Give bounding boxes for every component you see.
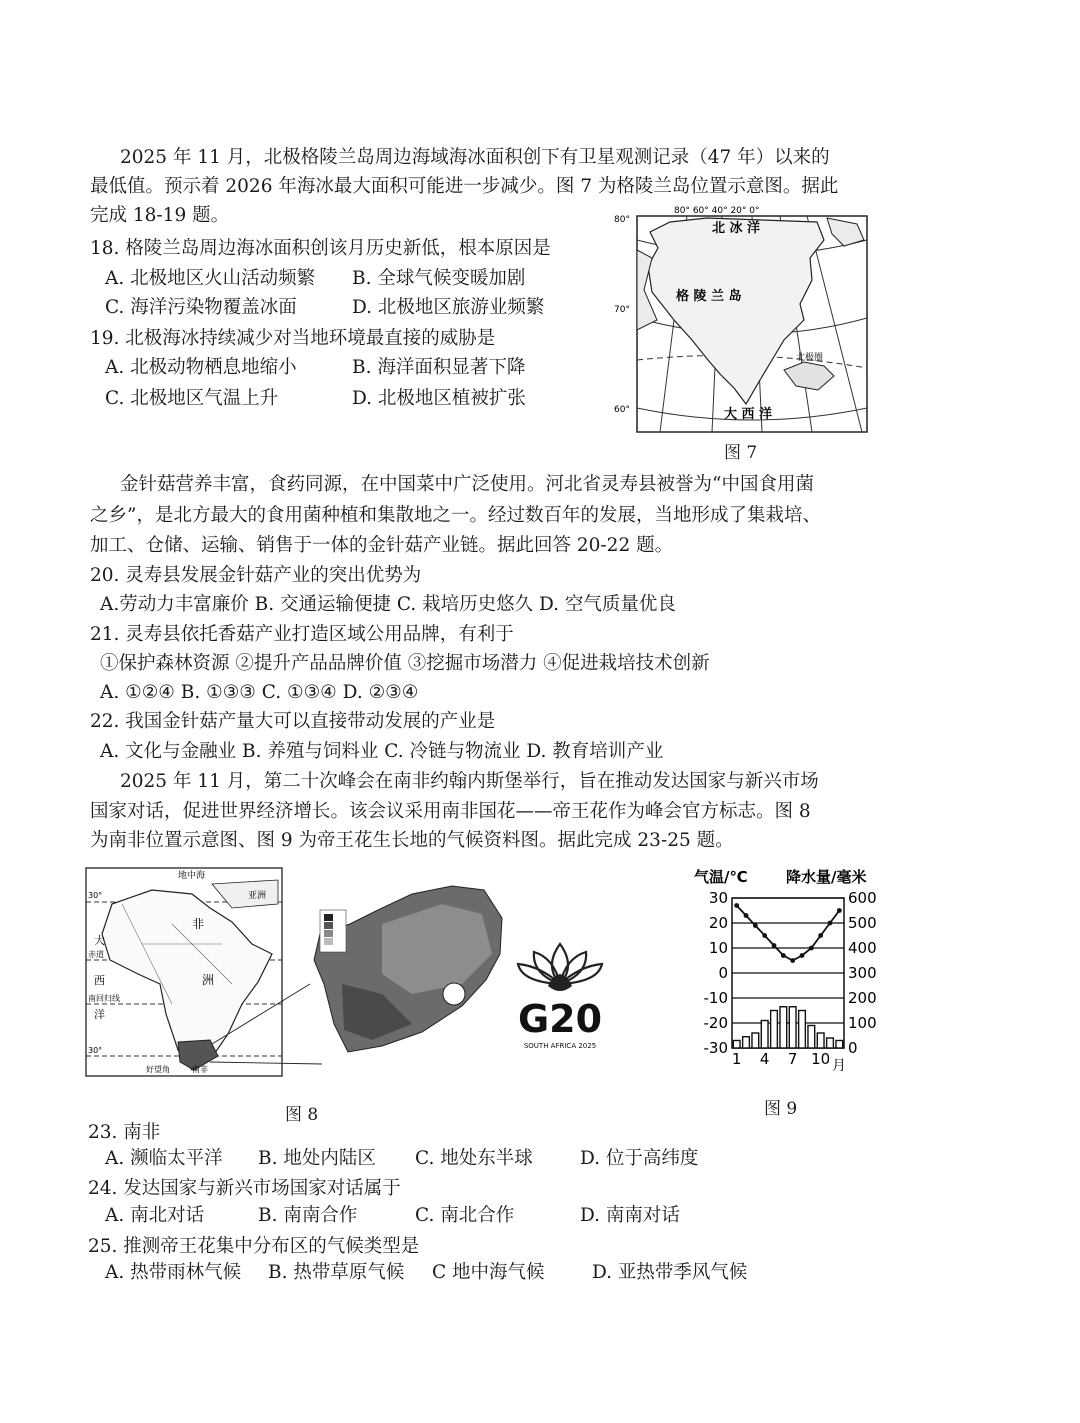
temperature-point bbox=[734, 903, 739, 908]
passage1-line2: 最低值。预示着 2026 年海冰最大面积可能进一步减少。图 7 为格陵兰岛位置示意图。据此 bbox=[90, 176, 839, 197]
fig8-africa-2: 洲 bbox=[202, 973, 215, 987]
fig7-arctic-circle: 北极圈 bbox=[796, 353, 824, 363]
passage2-line1: 金针菇营养丰富，食药同源，在中国菜中广泛使用。河北省灵寿县被誉为“中国食用菌 bbox=[120, 474, 814, 495]
q25-option-b: B. 热带草原气候 bbox=[268, 1262, 405, 1283]
y-tick-label: 10 bbox=[708, 939, 728, 957]
x-tick-label: 7 bbox=[787, 1050, 798, 1068]
temperature-point bbox=[744, 913, 749, 918]
passage3-line1: 2025 年 11 月，第二十次峰会在南非约翰内斯堡举行，旨在推动发达国家与新兴市场 bbox=[120, 771, 819, 792]
q18-option-d: D. 北极地区旅游业频繁 bbox=[352, 297, 545, 318]
figure-7-greenland-map bbox=[612, 200, 874, 436]
y-tick-label: 0 bbox=[718, 964, 728, 982]
fig8-asia: 亚洲 bbox=[248, 891, 267, 901]
fig9-month-unit: 月 bbox=[832, 1058, 846, 1074]
precip-bar bbox=[789, 1007, 796, 1048]
fig7-lon-labels: 80° 60° 40° 20° 0° bbox=[674, 206, 760, 216]
precip-bar bbox=[761, 1021, 768, 1049]
q21-options: A. ①②④ B. ①③③ C. ①③④ D. ②③④ bbox=[100, 682, 419, 703]
y-tick-label: -20 bbox=[703, 1014, 728, 1032]
q25-option-d: D. 亚热带季风气候 bbox=[592, 1262, 748, 1283]
q25-option-c: C 地中海气候 bbox=[432, 1262, 545, 1283]
passage3-line2: 国家对话，促进世界经济增长。该会议采用南非国花——帝王花作为峰会官方标志。图 8 bbox=[90, 801, 811, 822]
fig9-left-title: 气温/℃ bbox=[694, 868, 748, 886]
temperature-point bbox=[753, 923, 758, 928]
precip-bar bbox=[743, 1037, 750, 1048]
g20-logo-text: G20 bbox=[517, 997, 603, 1041]
figure-9-climate-chart bbox=[692, 864, 900, 1076]
q25-option-a: A. 热带雨林气候 bbox=[105, 1262, 242, 1283]
y-right-tick-label: 100 bbox=[848, 1014, 877, 1032]
y-tick-label: -30 bbox=[703, 1039, 728, 1057]
fig7-caption: 图 7 bbox=[724, 443, 758, 463]
fig8-equator: 赤道 bbox=[88, 950, 104, 959]
y-right-tick-label: 200 bbox=[848, 989, 877, 1007]
fig7-lat70: 70° bbox=[614, 305, 630, 315]
q19-option-a: A. 北极动物栖息地缩小 bbox=[105, 357, 297, 378]
fig8-sa: 南非 bbox=[192, 1065, 208, 1074]
precip-bar bbox=[733, 1041, 740, 1049]
temperature-point bbox=[828, 921, 833, 926]
passage1-line1: 2025 年 11 月，北极格陵兰岛周边海域海冰面积创下有卫星观测记录（47 年）以来的 bbox=[120, 147, 830, 168]
y-right-tick-label: 300 bbox=[848, 964, 877, 982]
fig8-mediterranean: 地中海 bbox=[178, 871, 206, 881]
q23-option-d: D. 位于高纬度 bbox=[580, 1148, 699, 1169]
fig8-atlantic-3: 洋 bbox=[94, 1008, 105, 1021]
passage2-line2: 之乡”，是北方最大的食用菌种植和集散地之一。经过数百年的发展，当地形成了集栽培、 bbox=[90, 505, 821, 526]
precip-bar bbox=[752, 1033, 759, 1048]
fig8-cape: 好望角 bbox=[146, 1065, 170, 1074]
fig9-right-title: 降水量/毫米 bbox=[786, 868, 867, 886]
y-tick-label: 30 bbox=[708, 889, 728, 907]
fig8-caption: 图 8 bbox=[285, 1105, 319, 1125]
q20-options: A.劳动力丰富廉价 B. 交通运输便捷 C. 栽培历史悠久 D. 空气质量优良 bbox=[100, 594, 676, 615]
q19-option-b: B. 海洋面积显著下降 bbox=[352, 357, 526, 378]
temperature-line bbox=[737, 906, 840, 961]
q24-option-a: A. 南北对话 bbox=[105, 1205, 205, 1226]
precip-bar bbox=[817, 1033, 824, 1048]
q19-option-c: C. 北极地区气温上升 bbox=[105, 388, 279, 409]
q19-option-d: D. 北极地区植被扩张 bbox=[352, 388, 526, 409]
q23-stem: 23. 南非 bbox=[88, 1122, 161, 1143]
fig7-lat80: 80° bbox=[614, 215, 630, 225]
q23-option-b: B. 地处内陆区 bbox=[258, 1148, 376, 1169]
fig8-atlantic-2: 西 bbox=[94, 974, 105, 987]
q24-stem: 24. 发达国家与新兴市场国家对话属于 bbox=[88, 1178, 401, 1199]
fig9-caption: 图 9 bbox=[764, 1099, 798, 1119]
fig8-tropic: 南回归线 bbox=[88, 994, 120, 1003]
temperature-point bbox=[762, 933, 767, 938]
y-tick-label: 20 bbox=[708, 914, 728, 932]
q18-stem: 18. 格陵兰岛周边海冰面积创该月历史新低，根本原因是 bbox=[90, 238, 551, 259]
y-tick-label: -10 bbox=[703, 989, 728, 1007]
temperature-point bbox=[837, 908, 842, 913]
fig7-ocean-south: 大 西 洋 bbox=[724, 407, 773, 422]
fig7-lat60: 60° bbox=[614, 405, 630, 415]
q24-option-d: D. 南南对话 bbox=[580, 1205, 680, 1226]
y-right-tick-label: 400 bbox=[848, 939, 877, 957]
q25-stem: 25. 推测帝王花集中分布区的气候类型是 bbox=[88, 1236, 420, 1257]
figure-8-south-africa-map bbox=[82, 864, 603, 1080]
passage3-line3: 为南非位置示意图、图 9 为帝王花生长地的气候资料图。据此完成 23-25 题。 bbox=[90, 830, 734, 851]
fig7-ocean-north: 北 冰 洋 bbox=[712, 221, 761, 236]
x-tick-label: 1 bbox=[731, 1050, 742, 1068]
q18-option-c: C. 海洋污染物覆盖冰面 bbox=[105, 297, 297, 318]
q23-option-a: A. 濒临太平洋 bbox=[105, 1148, 223, 1169]
precip-bar bbox=[808, 1026, 815, 1049]
temperature-point bbox=[809, 946, 814, 951]
temperature-point bbox=[790, 958, 795, 963]
temperature-point bbox=[818, 933, 823, 938]
passage2-line3: 加工、仓储、运输、销售于一体的金针菇产业链。据此回答 20-22 题。 bbox=[90, 535, 674, 556]
q20-stem: 20. 灵寿县发展金针菇产业的突出优势为 bbox=[90, 565, 422, 586]
y-right-tick-label: 600 bbox=[848, 889, 877, 907]
precip-bar bbox=[799, 1011, 806, 1049]
fig8-lat30n: 30° bbox=[88, 891, 103, 900]
precip-bar bbox=[836, 1041, 843, 1049]
q19-stem: 19. 北极海冰持续减少对当地环境最直接的威胁是 bbox=[90, 328, 496, 349]
temperature-point bbox=[772, 943, 777, 948]
fig8-africa-1: 非 bbox=[192, 917, 205, 931]
x-tick-label: 4 bbox=[759, 1050, 770, 1068]
fig8-atlantic-1: 大 bbox=[94, 934, 105, 947]
q24-option-c: C. 南北合作 bbox=[415, 1205, 515, 1226]
precip-bar bbox=[771, 1011, 778, 1049]
q18-option-a: A. 北极地区火山活动频繁 bbox=[105, 268, 316, 289]
q23-option-c: C. 地处东半球 bbox=[415, 1148, 533, 1169]
precip-bar bbox=[827, 1038, 834, 1048]
passage1-line3: 完成 18-19 题。 bbox=[90, 205, 230, 226]
x-tick-label: 10 bbox=[811, 1050, 831, 1068]
q18-option-b: B. 全球气候变暖加剧 bbox=[352, 268, 526, 289]
fig7-island: 格 陵 兰 岛 bbox=[676, 289, 742, 304]
q21-stem: 21. 灵寿县依托香菇产业打造区域公用品牌，有利于 bbox=[90, 624, 514, 645]
g20-logo-subtext: SOUTH AFRICA 2025 bbox=[523, 1042, 597, 1050]
q22-options: A. 文化与金融业 B. 养殖与饲料业 C. 冷链与物流业 D. 教育培训产业 bbox=[100, 741, 664, 762]
y-right-tick-label: 500 bbox=[848, 914, 877, 932]
temperature-point bbox=[781, 953, 786, 958]
precip-bar bbox=[780, 1007, 787, 1048]
temperature-point bbox=[800, 953, 805, 958]
q24-option-b: B. 南南合作 bbox=[258, 1205, 358, 1226]
y-right-tick-label: 0 bbox=[848, 1039, 858, 1057]
q21-items: ①保护森林资源 ②提升产品品牌价值 ③挖掘市场潜力 ④促进栽培技术创新 bbox=[100, 653, 710, 674]
g20-logo bbox=[518, 944, 602, 1050]
fig8-lat30s: 30° bbox=[88, 1046, 103, 1055]
q22-stem: 22. 我国金针菇产量大可以直接带动发展的产业是 bbox=[90, 711, 496, 732]
